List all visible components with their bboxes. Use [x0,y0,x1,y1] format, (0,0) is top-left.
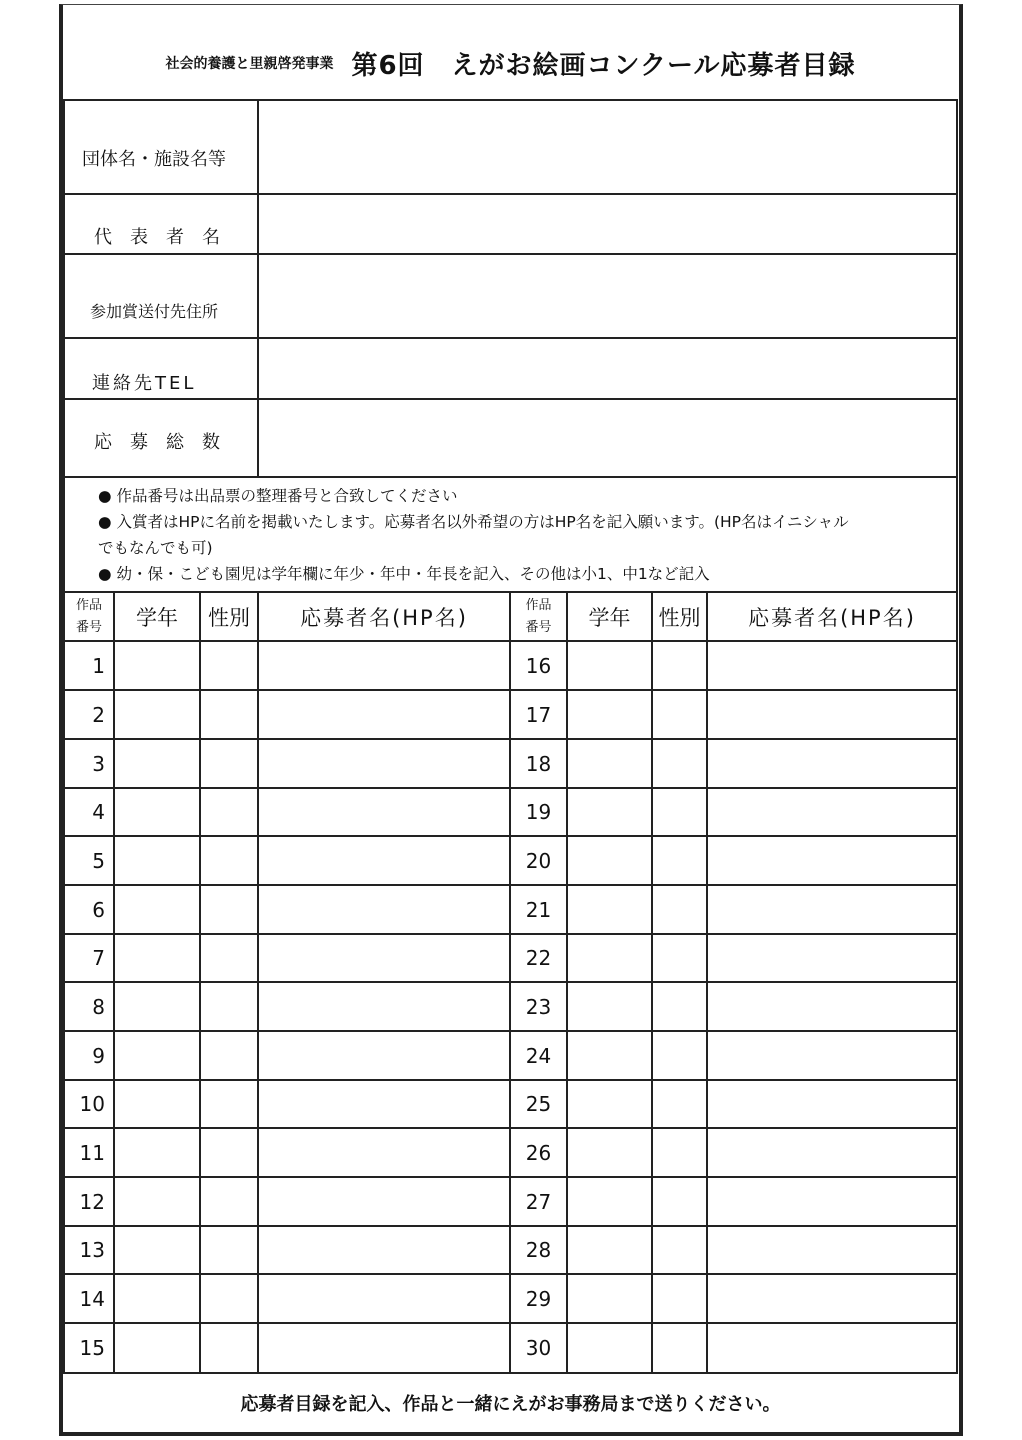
total-entries-field[interactable] [260,400,957,476]
header-text: 番号 [525,619,552,635]
note-item: ● 入賞者はHPに名前を掲載いたします。応募者名以外希望の方はHP名を記入願います。(HP名はイニシャル [98,513,849,531]
divider [63,476,958,478]
address-field[interactable] [260,255,957,337]
instructions [98,483,958,587]
entry-number: 16 [525,653,552,678]
organizer-label: 社会的養護と里親啓発事業 [165,56,334,72]
phone-label: 連絡先TEL [92,373,197,394]
entry-number: 1 [92,653,105,678]
entry-number: 28 [525,1238,552,1262]
entry-number: 3 [92,751,105,776]
entry-number: 11 [79,1140,105,1165]
page-title: 第6回 えがお絵画コンクール応募者目録 [351,50,856,81]
footer-note: 応募者目録を記入、作品と一緒にえがお事務局まで送りください。 [240,1394,781,1415]
entry-number: 5 [92,848,105,873]
divider [63,1372,958,1374]
address-label: 参加賞送付先住所 [90,301,219,321]
column-header-number [511,593,566,640]
total-entries-label: 応 募 総 数 [94,432,220,453]
entry-number: 26 [525,1140,552,1165]
entry-number: 8 [92,994,105,1019]
header-text: 番号 [75,619,102,635]
representative-field[interactable] [260,195,957,253]
column-header-name: 応募者名(HP名) [748,605,916,630]
entry-number: 17 [525,702,552,727]
entry-number: 9 [92,1043,105,1068]
entry-number: 15 [79,1336,105,1360]
entry-number: 12 [79,1189,105,1214]
entry-number: 24 [525,1043,552,1068]
column-header-grade: 学年 [588,605,631,630]
column-header-gender: 性別 [208,605,250,630]
form-title [63,26,958,100]
entry-number: 23 [525,994,552,1019]
entry-number: 18 [525,751,552,776]
entry-number: 14 [79,1286,105,1311]
header-text: 作品 [525,597,552,613]
column-header-number [65,593,113,640]
entry-number: 20 [525,848,552,873]
entry-number: 6 [92,897,105,922]
phone-field[interactable] [260,339,957,398]
entry-number: 13 [79,1238,105,1262]
entry-number: 4 [92,800,105,824]
column-header-name: 応募者名(HP名) [300,605,468,630]
representative-label: 代 表 者 名 [94,227,220,248]
note-item: ● 作品番号は出品票の整理番号と合致してください [98,487,458,505]
column-header-gender: 性別 [658,605,701,630]
header-text: 作品 [75,597,102,613]
entry-number: 22 [525,946,552,970]
entry-number: 30 [525,1336,552,1360]
note-item: ● 幼・保・こども園児は学年欄に年少・年中・年長を記入、その他は小1、中1など記入 [98,565,710,583]
org-name-label: 団体名・施設名等 [82,149,226,170]
column-header-grade: 学年 [136,605,178,630]
entry-number: 21 [525,897,552,922]
entry-number: 25 [525,1092,552,1116]
note-item: でもなんでも可) [98,539,213,557]
entry-number: 2 [92,702,105,727]
entry-number: 10 [79,1092,105,1116]
entry-number: 19 [525,800,552,824]
entry-number: 29 [525,1286,552,1311]
org-name-field[interactable] [260,101,957,193]
entry-number: 27 [525,1189,552,1214]
entry-number: 7 [92,946,105,970]
